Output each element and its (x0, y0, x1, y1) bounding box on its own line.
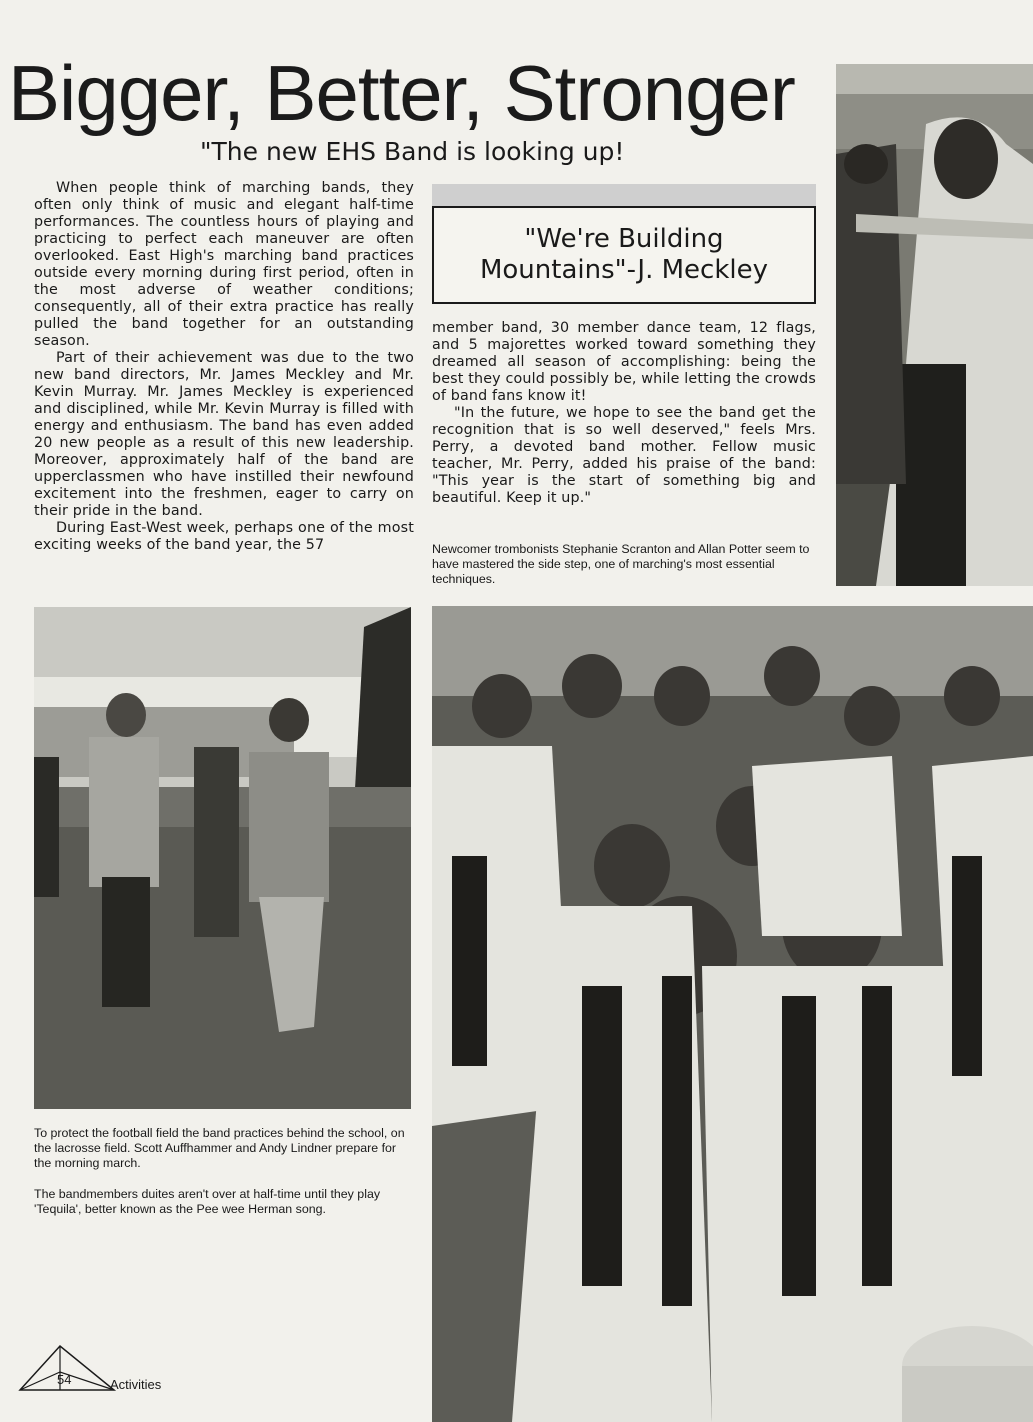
marching-trombonists-photo (836, 64, 1033, 586)
photo-caption-left: To protect the football field the band practices behind the school, on the lacrosse field. Scott Auffhammer and Andy Lindner prepare for the morning march. (34, 1126, 405, 1170)
paragraph: Part of their achievement was due to the two new band directors, Mr. James Meckley and Mr. Kevin Murray. Mr. James Meckley is experienced and disciplined, while Mr. Kevin Murray is filled with energy and enthusiasm. The band has even added 20 new people as a result of this new leadership. Moreover, approximately half of the band are upperclassmen who have instilled their newfound excitement into the freshmen, eager to carry on their pride in the band. (34, 350, 414, 519)
band-in-bleachers-photo (432, 606, 1033, 1422)
pull-quote-box (432, 206, 816, 304)
photo-caption-left-2: The bandmembers duites aren't over at half-time until they play 'Tequila', better known as the Pee wee Herman song. (34, 1187, 381, 1216)
paragraph: "In the future, we hope to see the band get the recognition that is so well deserved," feels Mrs. Perry, a devoted band mother. Fellow music teacher, Mr. Perry, added his praise of the band: "This year is the start of something big and beautiful. Keep it up." (432, 405, 816, 506)
article-column-2 (432, 320, 816, 520)
paragraph: member band, 30 member dance team, 12 flags, and 5 majorettes worked toward something they dreamed all season of accomplishing: being the best they could possibly be, while letting the crowds of band fans know it! (432, 320, 816, 404)
article-title: Bigger, Better, Stronger (8, 49, 795, 137)
section-label: Activities (110, 1377, 162, 1392)
pull-quote-bar (432, 184, 816, 206)
trumpet-players-field-photo (34, 607, 411, 1109)
paragraph: During East-West week, perhaps one of the most exciting weeks of the band year, the 57 (34, 520, 414, 553)
photo-caption-top-right: Newcomer trombonists Stephanie Scranton and Allan Potter seem to have mastered the side step, one of marching's most essential techniques. (432, 542, 810, 586)
paragraph: When people think of marching bands, they often only think of music and elegant half-time performances. The countless hours of playing and practicing to perfect each maneuver are often overlooked. East High's marching band practices outside every morning during first period, often in the most adverse of weather conditions; consequently, all of their extra practice has really pulled the band together for an outstanding season. (34, 180, 414, 349)
page-number: 54 (57, 1372, 72, 1387)
article-column-1 (34, 180, 414, 590)
pull-quote: "We're Building Mountains"-J. Meckley (479, 224, 769, 285)
article-subtitle: "The new EHS Band is looking up! (200, 137, 625, 166)
